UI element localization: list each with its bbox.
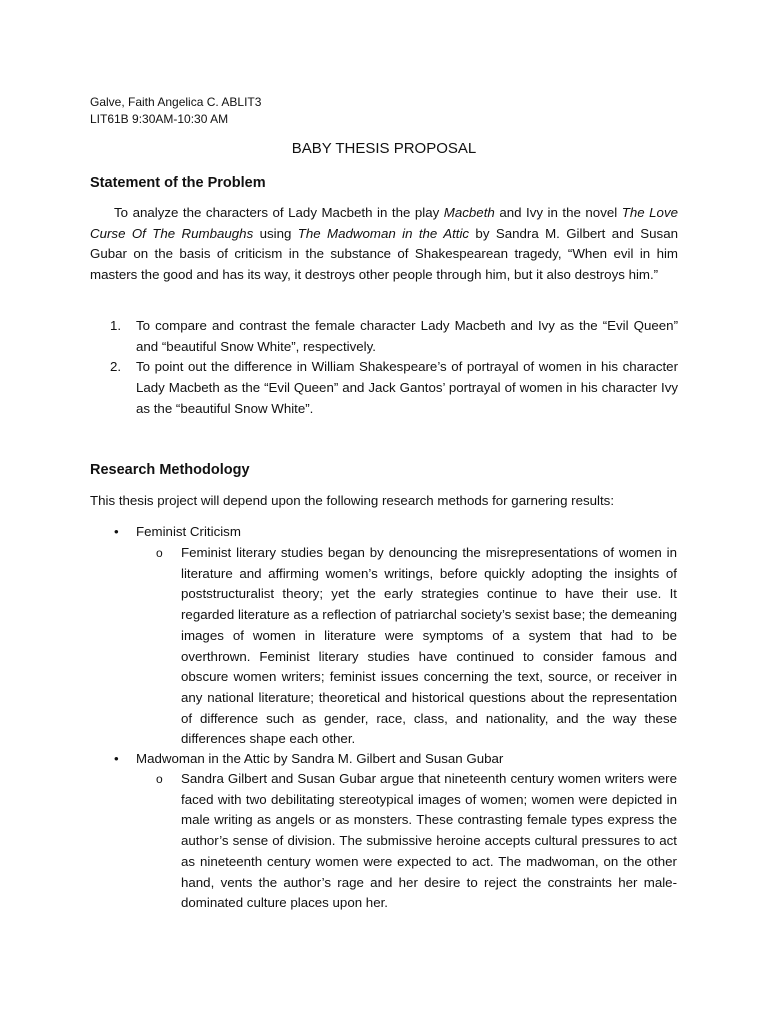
page-title: BABY THESIS PROPOSAL (291, 140, 477, 157)
author-line: Galve, Faith Angelica C. ABLIT3 (90, 95, 262, 109)
sub-bullet-icon: o (156, 772, 163, 786)
methodology-heading: Research Methodology (90, 462, 250, 478)
list-item (90, 357, 678, 419)
intro-text-3: using (253, 225, 298, 241)
list-number: 2. (110, 359, 122, 375)
list-number: 1. (110, 318, 122, 333)
method-detail: Feminist literary studies began by denouncing the misrepresentations of women in literature and affirming women’s writings, before quickly adopting the insights of poststructuralist theory; yet the early strategies continue to have their use. It regarded literature as a reflection of patriarchal society’s sexist base; the demeaning images of women in literature were symptoms of a system that had to be overthrown. Feminist literary studies have continued to consider famous and obscure women writers; feminist issues concerning the text, source, or receiver in any national literature; theoretical and historical questions about the representation of difference such as gender, race, class, and nationality, and the way these differences shape each other. (181, 545, 677, 747)
list-item-text: To point out the difference in William Shakespeare’s of portrayal of women in his character Lady Macbeth as the “Evil Queen” and Jack Gantos’ portrayal of women in his character Ivy as the “beautiful Snow White”. (136, 359, 678, 416)
intro-text-4: by Sandra M. Gilbert and Susan Gubar on the basis of criticism in the substance of Shakespearean tragedy, “When evil in him masters the good and has its way, it destroys other people through him, but it also destroys him.” (90, 225, 678, 283)
method-label: Madwoman in the Attic by Sandra M. Gilbert and Susan Gubar (136, 751, 504, 766)
intro-text-2: and Ivy in the novel (494, 205, 622, 220)
statement-heading: Statement of the Problem (90, 175, 266, 191)
methodology-intro: This thesis project will depend upon the following research methods for garnering results: (90, 493, 615, 508)
method-detail: Sandra Gilbert and Susan Gubar argue that nineteenth century women writers were faced with two debilitating stereotypical images of women; women were depicted in male writing as angels or as monsters. These contrasting female types express the author’s sense of division. The submissive heroine accepts cultural pressures to act as nineteenth century women were expected to act. The madwoman, on the other hand, vents the author’s rage and her desire to reject the constraints her male-dominated culture places upon her. (181, 771, 677, 911)
objectives-list (90, 316, 678, 420)
method-label: Feminist Criticism (136, 524, 241, 539)
sub-bullet-icon: o (156, 546, 163, 560)
intro-title-rumbaughs: The Love Curse Of The Rumbaughs (90, 205, 678, 241)
bullet-icon: • (114, 751, 119, 766)
intro-title-madwoman: The Madwoman in the Attic (297, 225, 470, 241)
list-item (90, 316, 678, 357)
list-item-text: To compare and contrast the female character Lady Macbeth and Ivy as the “Evil Queen” and “beautiful Snow White”, respectively. (136, 318, 678, 354)
intro-title-macbeth: Macbeth (443, 205, 495, 220)
bullet-icon: • (114, 524, 119, 539)
class-line: LIT61B 9:30AM-10:30 AM (90, 112, 229, 126)
intro-text-1: To analyze the characters of Lady Macbeth in the play (114, 205, 444, 220)
statement-intro (90, 203, 678, 286)
